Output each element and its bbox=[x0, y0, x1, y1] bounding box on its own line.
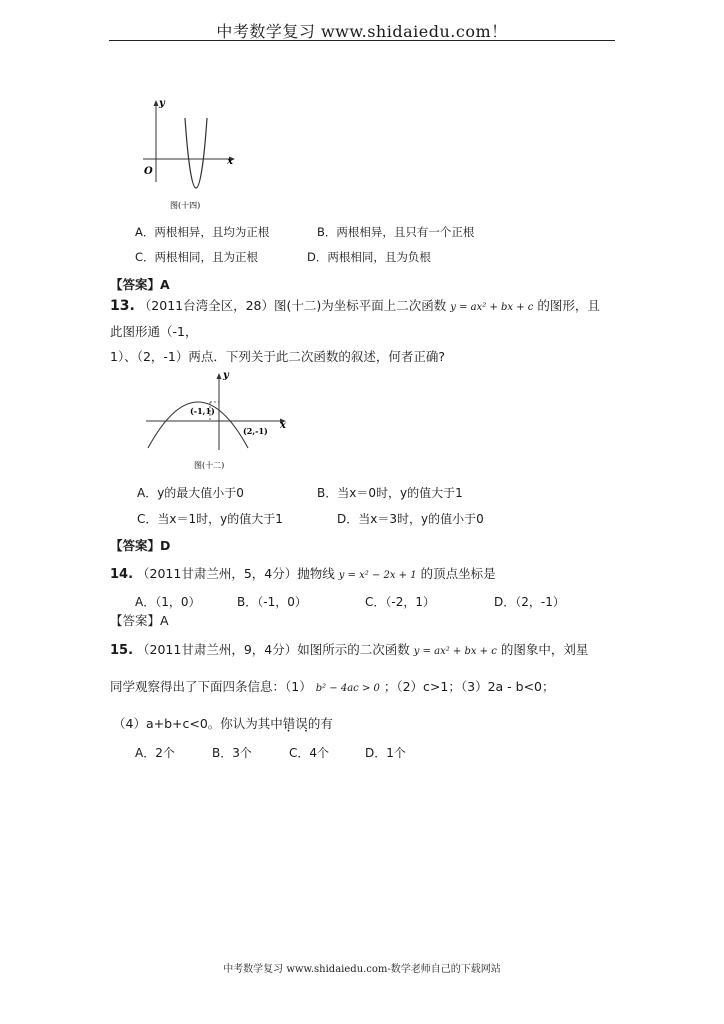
q12-option-a: A．两根相异，且均为正根 bbox=[135, 225, 270, 239]
fig14-caption: 图(十四) bbox=[170, 201, 201, 210]
fig12-y-label: y bbox=[223, 370, 229, 381]
q13-option-b: B．当x＝0时，y的值大于1 bbox=[317, 486, 463, 500]
q15-line3-a: （4）a+b+c<0。你认为其中 bbox=[113, 716, 283, 731]
q14-stem-a: （2011甘肃兰州，5，4分）抛物线 bbox=[137, 566, 335, 581]
header-rule bbox=[109, 40, 615, 41]
q13-answer: 【答案】D bbox=[110, 538, 171, 553]
q15-stem-b: 的图象中，刘星 bbox=[500, 642, 589, 657]
q12-option-c: C．两根相同，且为正根 bbox=[135, 250, 259, 264]
fig12-x-label: x bbox=[280, 420, 286, 431]
page-header: 中考数学复习 www.shidaiedu.com！ bbox=[216, 22, 508, 41]
q15-option-d: D．1个 bbox=[365, 746, 406, 760]
q12-option-d: D．两根相同，且为负根 bbox=[307, 250, 431, 264]
q14-option-c: C．（-2，1） bbox=[365, 595, 435, 609]
fig12-caption: 图(十二) bbox=[194, 461, 225, 470]
q15-option-c: C．4个 bbox=[289, 746, 330, 760]
fig14-parabola bbox=[185, 118, 207, 188]
figure-12 bbox=[140, 366, 292, 476]
q13-stem-line1 bbox=[110, 296, 600, 314]
fig14-y-label: y bbox=[159, 98, 165, 109]
fig14-origin-label: O bbox=[144, 166, 153, 177]
q15-line2-a: 同学观察得出了下面四条信息：（1） bbox=[110, 679, 312, 694]
q13-stem-a: （2011台湾全区，28）图(十二)为坐标平面上二次函数 bbox=[138, 298, 447, 313]
q15-option-a: A．2个 bbox=[135, 746, 175, 760]
q15-emphasis-wrong: 错误 • • bbox=[283, 716, 308, 731]
fig12-point2-label: (2,-1) bbox=[243, 426, 268, 436]
fig14-x-label: x bbox=[227, 156, 233, 167]
figure-14 bbox=[140, 92, 240, 216]
q15-line2-b: ；（2）c>1；（3）2a - b<0； bbox=[383, 679, 555, 694]
fig12-y-arrow bbox=[217, 373, 222, 379]
q15-stem-line3 bbox=[113, 714, 333, 732]
q13-stem-line3: 1）、（2，-1）两点．下列关于此二次函数的叙述，何者正确? bbox=[110, 349, 446, 364]
fig14-y-arrow bbox=[154, 100, 159, 106]
q14-stem bbox=[110, 564, 496, 582]
q15-condition-1: b² − 4ac > 0 bbox=[315, 683, 380, 694]
q15-number: 15. bbox=[110, 643, 134, 658]
q13-formula: y = ax² + bx + c bbox=[450, 302, 534, 313]
q13-stem-b: 的图形，且 bbox=[537, 298, 600, 313]
q13-stem-line2: 此图形通（-1， bbox=[110, 324, 198, 339]
q12-answer: 【答案】A bbox=[110, 277, 170, 292]
q14-number: 14. bbox=[110, 567, 134, 582]
q14-option-b: B．（-1，0） bbox=[237, 595, 307, 609]
q15-stem-line2 bbox=[110, 677, 555, 695]
q15-stem-line1 bbox=[110, 640, 588, 658]
fig12-point1-label: (-1,1) bbox=[190, 406, 215, 416]
q14-formula: y = x² − 2x + 1 bbox=[338, 570, 417, 581]
page-footer: 中考数学复习 www.shidaiedu.com-数学老师自己的下载网站 bbox=[223, 964, 501, 975]
q15-line3-b: 的有 bbox=[307, 716, 333, 731]
q13-option-a: A．y的最大值小于0 bbox=[137, 486, 244, 500]
q15-stem-a: （2011甘肃兰州，9，4分）如图所示的二次函数 bbox=[137, 642, 410, 657]
q14-option-d: D．（2，-1） bbox=[494, 595, 565, 609]
q13-option-c: C．当x＝1时，y的值大于1 bbox=[137, 512, 283, 526]
q15-formula: y = ax² + bx + c bbox=[413, 646, 497, 657]
q14-answer: 【答案】A bbox=[110, 613, 169, 628]
q15-option-b: B．3个 bbox=[212, 746, 252, 760]
q13-option-d: D．当x＝3时，y的值小于0 bbox=[337, 512, 484, 526]
q14-option-a: A．（1，0） bbox=[135, 595, 201, 609]
q12-option-b: B．两根相异，且只有一个正根 bbox=[317, 225, 475, 239]
q13-number: 13. bbox=[110, 298, 135, 314]
q14-stem-b: 的顶点坐标是 bbox=[420, 566, 496, 581]
